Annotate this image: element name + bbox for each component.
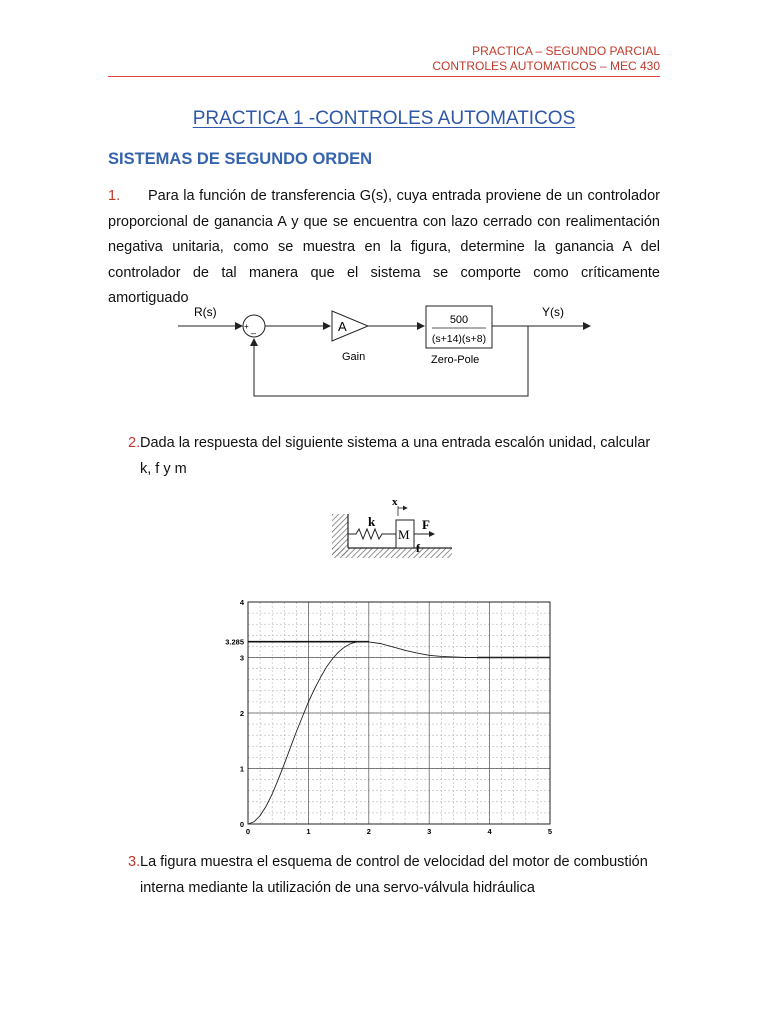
peak-label: 3.285 xyxy=(225,637,244,647)
gain-symbol: A xyxy=(338,319,347,334)
x-tick-label: 2 xyxy=(366,827,371,836)
header-divider xyxy=(108,76,660,77)
document-title: PRACTICA 1 -CONTROLES AUTOMATICOS xyxy=(192,108,576,129)
section-title: SISTEMAS DE SEGUNDO ORDEN xyxy=(108,150,373,168)
tf-denominator: (s+14)(s+8) xyxy=(431,333,487,345)
floor xyxy=(332,548,452,558)
y-tick-label: 3 xyxy=(239,653,244,663)
step-response-chart xyxy=(224,592,564,837)
y-tick-label: 1 xyxy=(239,764,244,774)
x-tick-label: 0 xyxy=(245,827,251,836)
block-diagram xyxy=(170,296,610,402)
x-tick-label: 1 xyxy=(306,827,311,836)
problem-number: 3. xyxy=(128,854,141,870)
y-tick-label: 2 xyxy=(239,709,244,718)
header-line-2: CONTROLES AUTOMATICOS – MEC 430 xyxy=(432,59,660,73)
sum-minus-sign: _ xyxy=(251,324,257,334)
tf-numerator: 500 xyxy=(449,314,469,326)
problem-3 xyxy=(108,850,660,901)
header-line-1: PRACTICA – SEGUNDO PARCIAL xyxy=(472,44,660,58)
problem-text: La figura muestra el esquema de control de velocidad del motor de combustión interna mediante la utilización de una servo-válvula hidráulica xyxy=(140,854,648,896)
friction-label: f xyxy=(416,541,420,555)
problem-text: Dada la respuesta del siguiente sistema a una entrada escalón unidad, calcular k, f y m xyxy=(140,435,651,477)
x-tick-label: 3 xyxy=(427,827,432,836)
problem-2 xyxy=(108,431,660,482)
page-header xyxy=(432,44,660,74)
mass-spring-figure xyxy=(330,494,456,558)
x-tick-label: 5 xyxy=(547,827,553,836)
spring xyxy=(348,529,396,539)
problem-number: 1. xyxy=(108,188,121,204)
spring-label: k xyxy=(368,514,376,529)
problem-text: Para la función de transferencia G(s), cuya entrada proviene de un controlador proporcional de ganancia A y que se encuentra con lazo cerrado con realimentación negativa unitaria, como se muestra en la figura, determine la ganancia A del controlador de tal manera que el sistema se comporte como críticamente amortiguado xyxy=(108,188,660,306)
sum-plus-sign: + xyxy=(244,322,249,331)
mass-label: M xyxy=(398,527,410,542)
gain-caption: Gain xyxy=(342,351,366,363)
force-label: F xyxy=(422,517,430,532)
problem-1 xyxy=(108,184,660,312)
output-label: Y(s) xyxy=(542,305,564,319)
input-label: R(s) xyxy=(194,305,217,319)
response-curve xyxy=(248,642,550,824)
tf-caption: Zero-Pole xyxy=(431,354,480,366)
y-tick-label: 0 xyxy=(239,820,244,829)
y-tick-label: 4 xyxy=(239,598,244,607)
x-tick-label: 4 xyxy=(487,827,492,836)
displacement-label: x xyxy=(392,496,398,508)
problem-number: 2. xyxy=(128,435,141,451)
